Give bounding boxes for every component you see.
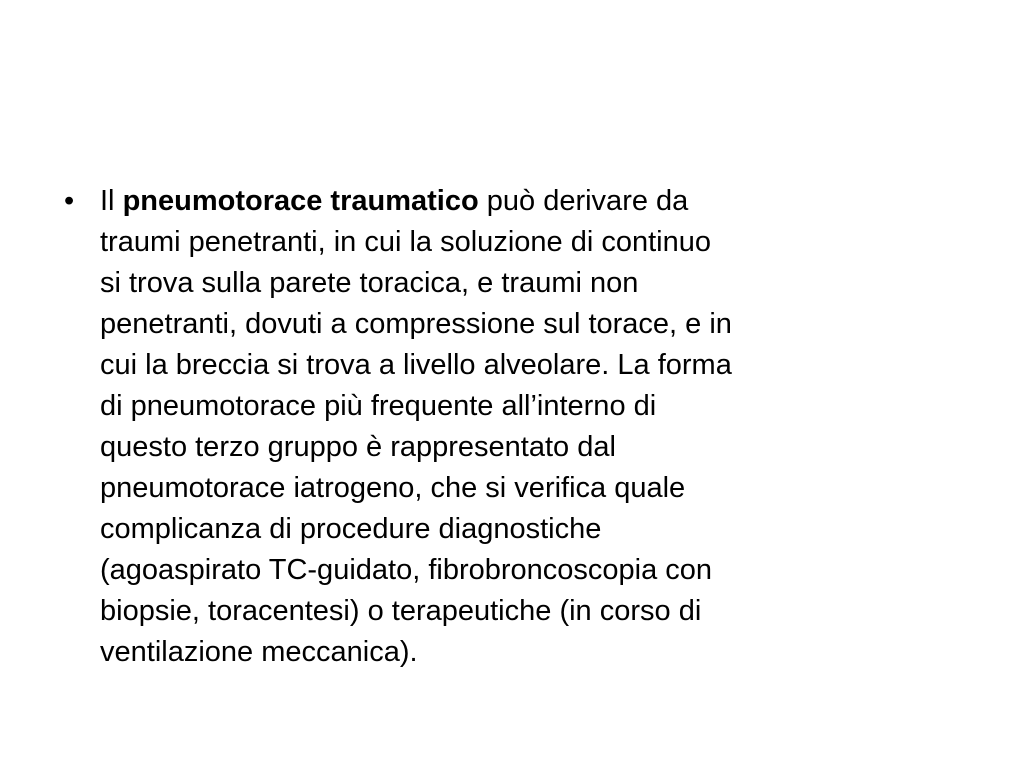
bold-term: pneumotorace traumatico (122, 185, 479, 217)
paragraph-line: si trova sulla parete toracica, e traumi non (100, 267, 639, 299)
paragraph-line: ventilazione meccanica). (100, 636, 418, 668)
paragraph-line: di pneumotorace più frequente all’interno di (100, 390, 657, 422)
paragraph-line: complicanza di procedure diagnostiche (100, 513, 602, 545)
paragraph-prefix: Il (100, 185, 123, 217)
paragraph-line-1 (100, 181, 962, 222)
bullet-item (62, 181, 962, 673)
bullet-list (62, 181, 962, 673)
paragraph-line: biopsie, toracentesi) o terapeutiche (in corso di (100, 595, 702, 627)
slide-content (62, 181, 962, 673)
paragraph-line: pneumotorace iatrogeno, che si verifica quale (100, 472, 686, 504)
bullet-icon: • (64, 185, 75, 217)
paragraph-line: cui la breccia si trova a livello alveolare. La forma (100, 349, 732, 381)
paragraph-line: (agoaspirato TC-guidato, fibrobroncoscopia con (100, 554, 713, 586)
paragraph-line: questo terzo gruppo è rappresentato dal (100, 431, 616, 463)
paragraph-line: traumi penetranti, in cui la soluzione di continuo (100, 226, 711, 258)
paragraph-line: penetranti, dovuti a compressione sul torace, e in (100, 308, 732, 340)
paragraph-line-1-rest: può derivare da (478, 185, 689, 217)
